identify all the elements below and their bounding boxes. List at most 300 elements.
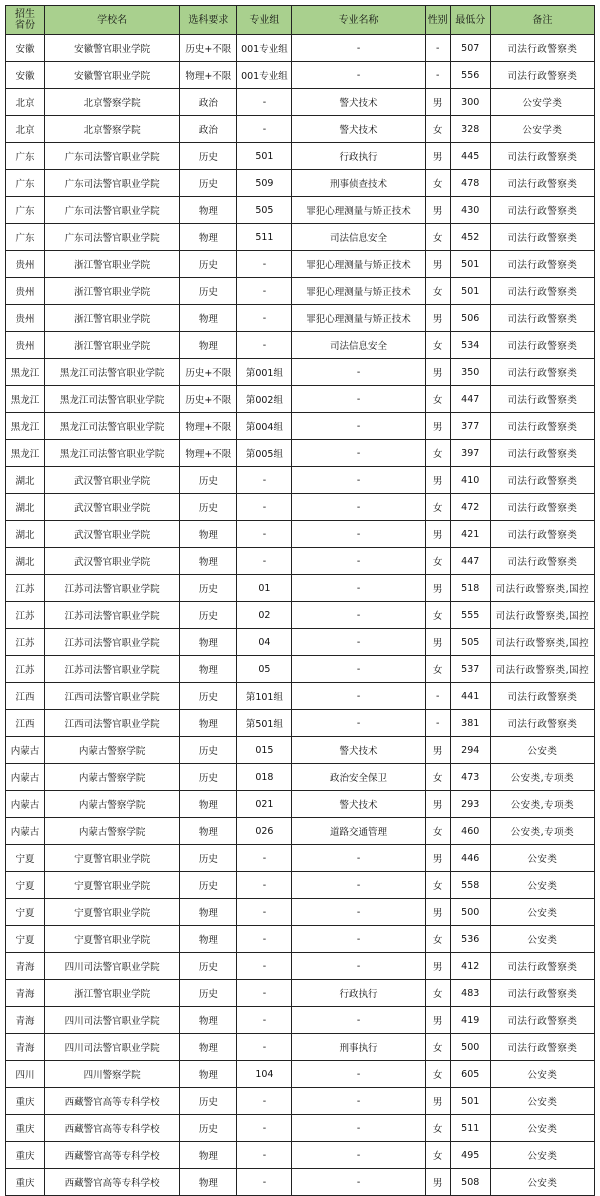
table-row — [6, 818, 595, 845]
cell-school: 江苏司法警官职业学院 — [45, 602, 180, 629]
header-major-group: 专业组 — [237, 6, 292, 35]
cell-subject-requirement: 物理 — [180, 629, 237, 656]
cell-gender: 男 — [425, 413, 450, 440]
table-row — [6, 467, 595, 494]
cell-gender: - — [425, 35, 450, 62]
cell-major-group: - — [237, 494, 292, 521]
cell-school: 四川司法警官职业学院 — [45, 1007, 180, 1034]
cell-province: 湖北 — [6, 494, 45, 521]
cell-subject-requirement: 物理 — [180, 926, 237, 953]
cell-major-name: 行政执行 — [292, 980, 425, 1007]
cell-province: 宁夏 — [6, 872, 45, 899]
header-gender: 性别 — [425, 6, 450, 35]
cell-major-group: 04 — [237, 629, 292, 656]
cell-major-name: - — [292, 35, 425, 62]
cell-school: 江西司法警官职业学院 — [45, 683, 180, 710]
cell-subject-requirement: 物理 — [180, 1007, 237, 1034]
cell-major-group: 第002组 — [237, 386, 292, 413]
table-row — [6, 1142, 595, 1169]
cell-major-group: - — [237, 1088, 292, 1115]
cell-major-group: - — [237, 1142, 292, 1169]
cell-province: 内蒙古 — [6, 737, 45, 764]
cell-major-name: - — [292, 440, 425, 467]
cell-min-score: 556 — [450, 62, 490, 89]
cell-major-name: 刑事执行 — [292, 1034, 425, 1061]
cell-province: 黑龙江 — [6, 440, 45, 467]
cell-major-name: 道路交通管理 — [292, 818, 425, 845]
cell-remarks: 公安类 — [490, 737, 594, 764]
cell-remarks: 公安类 — [490, 926, 594, 953]
cell-major-name: - — [292, 548, 425, 575]
cell-remarks: 司法行政警察类 — [490, 386, 594, 413]
cell-school: 宁夏警官职业学院 — [45, 872, 180, 899]
cell-major-group: 021 — [237, 791, 292, 818]
cell-remarks: 司法行政警察类,国控 — [490, 629, 594, 656]
cell-gender: 男 — [425, 305, 450, 332]
cell-min-score: 421 — [450, 521, 490, 548]
cell-subject-requirement: 物理 — [180, 656, 237, 683]
cell-min-score: 536 — [450, 926, 490, 953]
cell-province: 黑龙江 — [6, 413, 45, 440]
cell-school: 北京警察学院 — [45, 89, 180, 116]
cell-subject-requirement: 历史 — [180, 764, 237, 791]
cell-major-name: - — [292, 575, 425, 602]
cell-min-score: 478 — [450, 170, 490, 197]
cell-remarks: 司法行政警察类 — [490, 494, 594, 521]
header-subject-requirement: 选科要求 — [180, 6, 237, 35]
cell-subject-requirement: 历史 — [180, 1088, 237, 1115]
cell-province: 重庆 — [6, 1115, 45, 1142]
table-row — [6, 656, 595, 683]
cell-major-group: - — [237, 1115, 292, 1142]
cell-min-score: 447 — [450, 548, 490, 575]
cell-school: 浙江警官职业学院 — [45, 251, 180, 278]
cell-province: 重庆 — [6, 1142, 45, 1169]
cell-major-name: - — [292, 413, 425, 440]
cell-school: 广东司法警官职业学院 — [45, 197, 180, 224]
cell-school: 内蒙古警察学院 — [45, 764, 180, 791]
cell-subject-requirement: 历史+不限 — [180, 359, 237, 386]
table-row — [6, 386, 595, 413]
cell-province: 贵州 — [6, 251, 45, 278]
cell-gender: 女 — [425, 440, 450, 467]
cell-major-group: - — [237, 953, 292, 980]
cell-min-score: 505 — [450, 629, 490, 656]
header-min-score: 最低分 — [450, 6, 490, 35]
cell-gender: 男 — [425, 953, 450, 980]
cell-province: 贵州 — [6, 332, 45, 359]
cell-major-name: - — [292, 872, 425, 899]
cell-major-name: - — [292, 359, 425, 386]
table-row — [6, 764, 595, 791]
cell-gender: 女 — [425, 1034, 450, 1061]
table-row — [6, 602, 595, 629]
cell-school: 黑龙江司法警官职业学院 — [45, 413, 180, 440]
cell-remarks: 司法行政警察类 — [490, 251, 594, 278]
cell-remarks: 司法行政警察类 — [490, 332, 594, 359]
cell-gender: 女 — [425, 980, 450, 1007]
cell-remarks: 司法行政警察类 — [490, 62, 594, 89]
table-body — [6, 35, 595, 1196]
cell-school: 武汉警官职业学院 — [45, 521, 180, 548]
cell-school: 江苏司法警官职业学院 — [45, 656, 180, 683]
cell-gender: 男 — [425, 1088, 450, 1115]
table-row — [6, 170, 595, 197]
cell-school: 浙江警官职业学院 — [45, 980, 180, 1007]
cell-province: 江苏 — [6, 656, 45, 683]
cell-province: 江苏 — [6, 602, 45, 629]
cell-province: 广东 — [6, 143, 45, 170]
cell-subject-requirement: 历史 — [180, 872, 237, 899]
cell-min-score: 534 — [450, 332, 490, 359]
header-province-line2: 省份 — [15, 20, 36, 31]
cell-min-score: 501 — [450, 1088, 490, 1115]
cell-subject-requirement: 历史 — [180, 494, 237, 521]
cell-min-score: 293 — [450, 791, 490, 818]
cell-school: 武汉警官职业学院 — [45, 467, 180, 494]
table-row — [6, 494, 595, 521]
table-row — [6, 143, 595, 170]
cell-remarks: 司法行政警察类 — [490, 1034, 594, 1061]
admission-score-table-container — [5, 5, 595, 1196]
cell-province: 江苏 — [6, 629, 45, 656]
cell-min-score: 500 — [450, 899, 490, 926]
cell-min-score: 460 — [450, 818, 490, 845]
cell-major-name: 罪犯心理测量与矫正技术 — [292, 278, 425, 305]
cell-major-name: - — [292, 899, 425, 926]
cell-school: 内蒙古警察学院 — [45, 737, 180, 764]
table-row — [6, 926, 595, 953]
cell-province: 江西 — [6, 710, 45, 737]
cell-major-group: - — [237, 845, 292, 872]
cell-min-score: 430 — [450, 197, 490, 224]
cell-min-score: 537 — [450, 656, 490, 683]
cell-subject-requirement: 历史 — [180, 683, 237, 710]
cell-gender: 女 — [425, 548, 450, 575]
cell-major-name: 刑事侦查技术 — [292, 170, 425, 197]
cell-major-group: - — [237, 521, 292, 548]
cell-province: 湖北 — [6, 548, 45, 575]
cell-province: 广东 — [6, 170, 45, 197]
cell-min-score: 446 — [450, 845, 490, 872]
cell-province: 黑龙江 — [6, 386, 45, 413]
cell-min-score: 555 — [450, 602, 490, 629]
cell-major-group: 104 — [237, 1061, 292, 1088]
cell-major-group: - — [237, 278, 292, 305]
cell-school: 黑龙江司法警官职业学院 — [45, 359, 180, 386]
cell-min-score: 294 — [450, 737, 490, 764]
cell-major-group: - — [237, 1169, 292, 1196]
cell-major-name: - — [292, 494, 425, 521]
table-row — [6, 1169, 595, 1196]
cell-subject-requirement: 历史 — [180, 467, 237, 494]
cell-province: 内蒙古 — [6, 791, 45, 818]
cell-remarks: 司法行政警察类 — [490, 683, 594, 710]
cell-province: 北京 — [6, 116, 45, 143]
cell-min-score: 445 — [450, 143, 490, 170]
cell-remarks: 公安类,专项类 — [490, 791, 594, 818]
cell-remarks: 司法行政警察类 — [490, 440, 594, 467]
cell-school: 江苏司法警官职业学院 — [45, 629, 180, 656]
cell-remarks: 司法行政警察类,国控 — [490, 656, 594, 683]
header-province-line1: 招生 — [15, 9, 36, 20]
cell-remarks: 司法行政警察类 — [490, 278, 594, 305]
cell-province: 青海 — [6, 980, 45, 1007]
cell-subject-requirement: 物理 — [180, 899, 237, 926]
cell-province: 安徽 — [6, 62, 45, 89]
cell-major-name: - — [292, 1007, 425, 1034]
table-header-row — [6, 6, 595, 35]
cell-school: 西藏警官高等专科学校 — [45, 1142, 180, 1169]
header-province — [6, 6, 45, 35]
cell-major-name: - — [292, 683, 425, 710]
table-row — [6, 197, 595, 224]
table-row — [6, 332, 595, 359]
cell-major-name: - — [292, 386, 425, 413]
cell-subject-requirement: 物理 — [180, 818, 237, 845]
cell-min-score: 501 — [450, 278, 490, 305]
cell-school: 北京警察学院 — [45, 116, 180, 143]
cell-province: 四川 — [6, 1061, 45, 1088]
cell-min-score: 483 — [450, 980, 490, 1007]
cell-province: 青海 — [6, 953, 45, 980]
cell-major-group: - — [237, 89, 292, 116]
cell-remarks: 司法行政警察类 — [490, 170, 594, 197]
cell-gender: 男 — [425, 143, 450, 170]
header-remarks: 备注 — [490, 6, 594, 35]
cell-min-score: 419 — [450, 1007, 490, 1034]
cell-province: 内蒙古 — [6, 764, 45, 791]
cell-subject-requirement: 历史 — [180, 980, 237, 1007]
cell-min-score: 511 — [450, 1115, 490, 1142]
cell-gender: 女 — [425, 116, 450, 143]
cell-school: 广东司法警官职业学院 — [45, 224, 180, 251]
table-row — [6, 548, 595, 575]
cell-province: 青海 — [6, 1007, 45, 1034]
table-row — [6, 1088, 595, 1115]
cell-major-group: 001专业组 — [237, 62, 292, 89]
cell-subject-requirement: 物理 — [180, 521, 237, 548]
table-row — [6, 953, 595, 980]
cell-major-name: - — [292, 1115, 425, 1142]
cell-gender: 男 — [425, 791, 450, 818]
cell-subject-requirement: 物理 — [180, 332, 237, 359]
cell-major-name: 罪犯心理测量与矫正技术 — [292, 197, 425, 224]
cell-major-name: - — [292, 1088, 425, 1115]
cell-school: 西藏警官高等专科学校 — [45, 1169, 180, 1196]
cell-remarks: 公安类,专项类 — [490, 818, 594, 845]
cell-province: 江苏 — [6, 575, 45, 602]
cell-school: 黑龙江司法警官职业学院 — [45, 440, 180, 467]
cell-subject-requirement: 历史 — [180, 251, 237, 278]
cell-gender: 女 — [425, 278, 450, 305]
cell-min-score: 518 — [450, 575, 490, 602]
cell-gender: 男 — [425, 197, 450, 224]
cell-remarks: 公安类 — [490, 1061, 594, 1088]
table-row — [6, 521, 595, 548]
cell-subject-requirement: 物理 — [180, 197, 237, 224]
cell-major-name: 罪犯心理测量与矫正技术 — [292, 305, 425, 332]
cell-remarks: 公安类,专项类 — [490, 764, 594, 791]
cell-major-name: - — [292, 1142, 425, 1169]
cell-major-group: 第001组 — [237, 359, 292, 386]
table-row — [6, 575, 595, 602]
cell-major-name: 政治安全保卫 — [292, 764, 425, 791]
cell-major-group: - — [237, 305, 292, 332]
cell-school: 安徽警官职业学院 — [45, 62, 180, 89]
cell-gender: 女 — [425, 170, 450, 197]
cell-subject-requirement: 物理 — [180, 1034, 237, 1061]
table-row — [6, 710, 595, 737]
cell-subject-requirement: 物理+不限 — [180, 413, 237, 440]
cell-major-group: 第005组 — [237, 440, 292, 467]
cell-gender: 女 — [425, 224, 450, 251]
cell-remarks: 公安类 — [490, 899, 594, 926]
cell-remarks: 司法行政警察类 — [490, 359, 594, 386]
cell-school: 四川警察学院 — [45, 1061, 180, 1088]
cell-major-group: - — [237, 926, 292, 953]
cell-school: 安徽警官职业学院 — [45, 35, 180, 62]
cell-school: 四川司法警官职业学院 — [45, 953, 180, 980]
cell-gender: 男 — [425, 575, 450, 602]
cell-province: 宁夏 — [6, 926, 45, 953]
cell-gender: 女 — [425, 332, 450, 359]
cell-major-group: - — [237, 872, 292, 899]
cell-major-name: - — [292, 926, 425, 953]
cell-province: 贵州 — [6, 305, 45, 332]
cell-province: 湖北 — [6, 467, 45, 494]
cell-gender: 女 — [425, 872, 450, 899]
cell-gender: 男 — [425, 89, 450, 116]
cell-gender: 男 — [425, 629, 450, 656]
cell-subject-requirement: 政治 — [180, 116, 237, 143]
cell-school: 浙江警官职业学院 — [45, 278, 180, 305]
cell-remarks: 公安类 — [490, 1088, 594, 1115]
cell-major-name: - — [292, 845, 425, 872]
cell-subject-requirement: 物理+不限 — [180, 62, 237, 89]
cell-min-score: 506 — [450, 305, 490, 332]
cell-subject-requirement: 历史 — [180, 575, 237, 602]
cell-min-score: 558 — [450, 872, 490, 899]
cell-remarks: 司法行政警察类 — [490, 35, 594, 62]
cell-gender: 女 — [425, 656, 450, 683]
cell-gender: 女 — [425, 494, 450, 521]
cell-gender: 男 — [425, 251, 450, 278]
table-row — [6, 116, 595, 143]
cell-major-group: 505 — [237, 197, 292, 224]
cell-remarks: 公安类 — [490, 872, 594, 899]
cell-remarks: 公安类 — [490, 1142, 594, 1169]
cell-major-name: - — [292, 953, 425, 980]
cell-subject-requirement: 物理+不限 — [180, 440, 237, 467]
cell-remarks: 司法行政警察类 — [490, 143, 594, 170]
cell-min-score: 508 — [450, 1169, 490, 1196]
cell-major-name: - — [292, 1169, 425, 1196]
cell-gender: - — [425, 710, 450, 737]
cell-subject-requirement: 历史 — [180, 845, 237, 872]
cell-gender: 男 — [425, 521, 450, 548]
cell-school: 江苏司法警官职业学院 — [45, 575, 180, 602]
cell-school: 西藏警官高等专科学校 — [45, 1088, 180, 1115]
table-row — [6, 899, 595, 926]
cell-gender: 男 — [425, 359, 450, 386]
cell-gender: 男 — [425, 899, 450, 926]
cell-major-name: - — [292, 521, 425, 548]
cell-major-group: - — [237, 467, 292, 494]
table-row — [6, 413, 595, 440]
cell-gender: 女 — [425, 926, 450, 953]
cell-remarks: 公安类 — [490, 845, 594, 872]
cell-min-score: 350 — [450, 359, 490, 386]
cell-min-score: 410 — [450, 467, 490, 494]
cell-subject-requirement: 物理 — [180, 710, 237, 737]
cell-major-name: 警犬技术 — [292, 791, 425, 818]
cell-major-name: - — [292, 602, 425, 629]
cell-province: 安徽 — [6, 35, 45, 62]
cell-remarks: 司法行政警察类 — [490, 413, 594, 440]
cell-school: 浙江警官职业学院 — [45, 332, 180, 359]
cell-province: 宁夏 — [6, 899, 45, 926]
cell-gender: 女 — [425, 1061, 450, 1088]
table-row — [6, 737, 595, 764]
cell-subject-requirement: 物理 — [180, 1061, 237, 1088]
cell-remarks: 司法行政警察类 — [490, 980, 594, 1007]
cell-major-group: - — [237, 980, 292, 1007]
table-row — [6, 35, 595, 62]
cell-school: 浙江警官职业学院 — [45, 305, 180, 332]
cell-school: 西藏警官高等专科学校 — [45, 1115, 180, 1142]
table-row — [6, 359, 595, 386]
cell-major-name: 司法信息安全 — [292, 332, 425, 359]
cell-major-group: 511 — [237, 224, 292, 251]
cell-school: 江西司法警官职业学院 — [45, 710, 180, 737]
cell-min-score: 447 — [450, 386, 490, 413]
cell-gender: 男 — [425, 1169, 450, 1196]
cell-major-group: - — [237, 332, 292, 359]
cell-major-group: 026 — [237, 818, 292, 845]
cell-min-score: 377 — [450, 413, 490, 440]
cell-remarks: 公安学类 — [490, 116, 594, 143]
cell-major-name: - — [292, 467, 425, 494]
cell-gender: 男 — [425, 845, 450, 872]
cell-remarks: 公安类 — [490, 1115, 594, 1142]
cell-major-group: - — [237, 116, 292, 143]
cell-school: 黑龙江司法警官职业学院 — [45, 386, 180, 413]
cell-major-name: 警犬技术 — [292, 737, 425, 764]
cell-major-name: - — [292, 629, 425, 656]
cell-min-score: 605 — [450, 1061, 490, 1088]
cell-school: 宁夏警官职业学院 — [45, 845, 180, 872]
table-row — [6, 629, 595, 656]
cell-major-group: 第501组 — [237, 710, 292, 737]
cell-gender: 女 — [425, 386, 450, 413]
cell-remarks: 司法行政警察类,国控 — [490, 575, 594, 602]
cell-province: 湖北 — [6, 521, 45, 548]
cell-major-group: 501 — [237, 143, 292, 170]
cell-min-score: 507 — [450, 35, 490, 62]
cell-subject-requirement: 物理 — [180, 791, 237, 818]
cell-major-group: 01 — [237, 575, 292, 602]
cell-province: 青海 — [6, 1034, 45, 1061]
cell-school: 内蒙古警察学院 — [45, 791, 180, 818]
cell-remarks: 公安学类 — [490, 89, 594, 116]
cell-remarks: 司法行政警察类 — [490, 305, 594, 332]
cell-min-score: 452 — [450, 224, 490, 251]
cell-remarks: 司法行政警察类 — [490, 467, 594, 494]
cell-school: 广东司法警官职业学院 — [45, 143, 180, 170]
cell-major-group: - — [237, 1007, 292, 1034]
cell-min-score: 328 — [450, 116, 490, 143]
